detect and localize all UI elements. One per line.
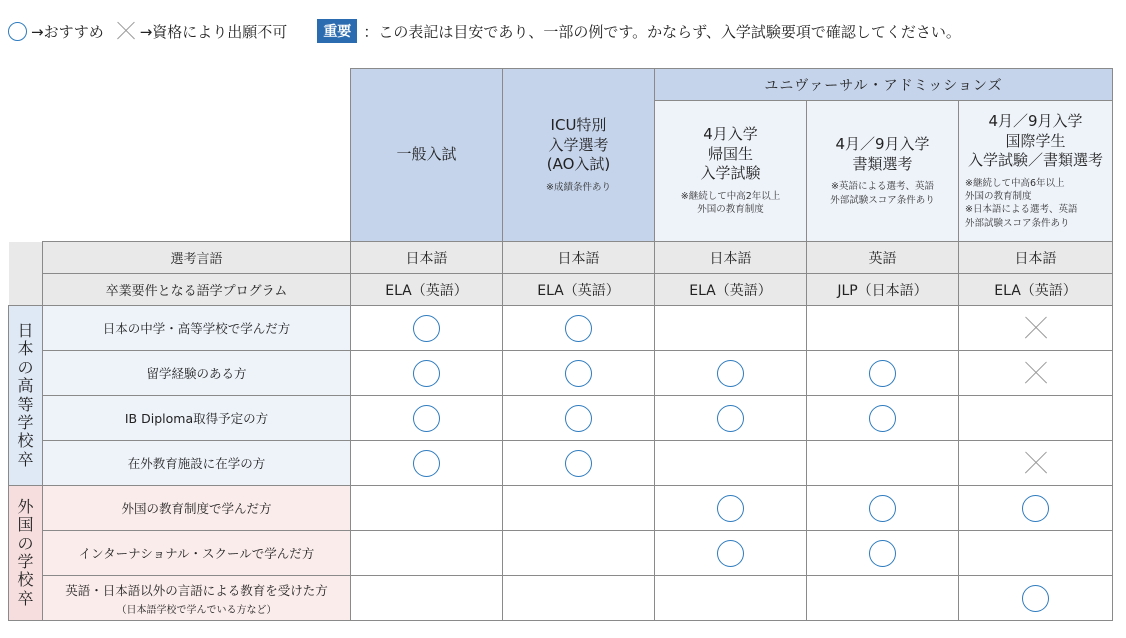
mark-cell <box>807 351 959 396</box>
mark-cell <box>503 441 655 486</box>
circle-icon <box>869 360 896 387</box>
meta-value: 日本語 <box>503 242 655 274</box>
meta-row-label: 選考言語 <box>43 242 351 274</box>
circle-icon <box>1022 495 1049 522</box>
legend <box>8 18 961 44</box>
mark-cell <box>351 396 503 441</box>
circle-icon <box>717 540 744 567</box>
legend-ineligible: →資格により出願不可 <box>139 22 288 41</box>
mark-cell <box>807 441 959 486</box>
group-label-text: 外国の学校卒 <box>17 496 34 608</box>
meta-value: 日本語 <box>959 242 1113 274</box>
mark-cell <box>503 486 655 531</box>
cross-legend-icon <box>116 21 136 41</box>
circle-icon <box>565 405 592 432</box>
circle-icon <box>413 315 440 342</box>
mark-cell <box>959 576 1113 621</box>
meta-value: ELA（英語） <box>655 274 807 306</box>
mark-cell <box>807 486 959 531</box>
mark-cell <box>503 531 655 576</box>
group-label <box>9 486 43 621</box>
mark-cell <box>807 396 959 441</box>
circle-icon <box>413 405 440 432</box>
mark-cell <box>655 531 807 576</box>
meta-value: ELA（英語） <box>503 274 655 306</box>
meta-value: JLP（日本語） <box>807 274 959 306</box>
row-label <box>43 486 351 531</box>
col-header-4 <box>959 101 1113 242</box>
circle-icon <box>717 495 744 522</box>
mark-cell <box>655 396 807 441</box>
col-header-title: 4月／9月入学 国際学生 入学試験／書類選考 <box>968 112 1104 170</box>
col-header-title: ICU特別 入学選考 (AO入試) <box>546 116 611 174</box>
row-label-text: 日本の中学・高等学校で学んだ方 <box>102 321 291 336</box>
circle-icon <box>413 450 440 477</box>
col-header-title: 4月／9月入学 書類選考 <box>835 135 930 173</box>
mark-cell <box>655 351 807 396</box>
mark-cell <box>351 306 503 351</box>
admissions-table <box>8 68 1113 621</box>
mark-cell <box>655 576 807 621</box>
mark-cell <box>807 306 959 351</box>
row-label <box>43 576 351 621</box>
mark-cell <box>959 531 1113 576</box>
meta-value: 英語 <box>807 242 959 274</box>
cross-icon <box>1024 361 1048 385</box>
row-label <box>43 306 351 351</box>
circle-icon <box>1022 585 1049 612</box>
mark-cell <box>351 576 503 621</box>
universal-admissions-header: ユニヴァーサル・アドミッションズ <box>655 69 1113 101</box>
blank-cell <box>9 242 43 274</box>
cross-icon <box>1024 316 1048 340</box>
blank-cell <box>9 274 43 306</box>
mark-cell <box>503 576 655 621</box>
col-header-2 <box>655 101 807 242</box>
col-header-1 <box>503 69 655 242</box>
row-label-text: インターナショナル・スクールで学んだ方 <box>78 546 315 561</box>
group-label <box>9 306 43 486</box>
circle-icon <box>413 360 440 387</box>
meta-value: 日本語 <box>351 242 503 274</box>
blank-corner <box>9 69 351 101</box>
group-label-text: 日本の高等学校卒 <box>17 320 34 469</box>
mark-cell <box>959 306 1113 351</box>
mark-cell <box>655 486 807 531</box>
mark-cell <box>807 531 959 576</box>
mark-cell <box>807 576 959 621</box>
row-label <box>43 351 351 396</box>
mark-cell <box>655 441 807 486</box>
mark-cell <box>351 351 503 396</box>
mark-cell <box>351 441 503 486</box>
circle-legend-icon <box>8 22 27 41</box>
legend-notice: ：この表記は目安であり、一部の例です。かならず、入学試験要項で確認してください。 <box>363 22 961 41</box>
circle-icon <box>717 405 744 432</box>
meta-value: ELA（英語） <box>351 274 503 306</box>
row-label <box>43 441 351 486</box>
mark-cell <box>959 486 1113 531</box>
meta-value: ELA（英語） <box>959 274 1113 306</box>
meta-row-label: 卒業要件となる語学プログラム <box>43 274 351 306</box>
col-header-note: ※成績条件あり <box>546 181 611 193</box>
mark-cell <box>959 441 1113 486</box>
col-header-0 <box>351 69 503 242</box>
circle-icon <box>717 360 744 387</box>
mark-cell <box>503 396 655 441</box>
mark-cell <box>503 306 655 351</box>
blank-corner <box>9 101 351 242</box>
row-label-text: 在外教育施設に在学の方 <box>127 456 266 471</box>
circle-icon <box>869 495 896 522</box>
important-badge: 重要 <box>317 19 357 43</box>
circle-icon <box>565 450 592 477</box>
row-label <box>43 396 351 441</box>
row-label-text: 英語・日本語以外の言語による教育を受けた方 <box>65 582 328 598</box>
mark-cell <box>503 351 655 396</box>
cross-icon <box>1024 451 1048 475</box>
circle-icon <box>565 360 592 387</box>
mark-cell <box>959 396 1113 441</box>
col-header-3 <box>807 101 959 242</box>
row-label <box>43 531 351 576</box>
col-header-note: ※継続して中高2年以上 外国の教育制度 <box>680 190 781 216</box>
circle-icon <box>869 540 896 567</box>
row-label-sub: （日本語学校で学んでいる方など） <box>116 604 277 616</box>
mark-cell <box>351 531 503 576</box>
mark-cell <box>959 351 1113 396</box>
col-header-title: 4月入学 帰国生 入学試験 <box>700 125 761 183</box>
col-header-note: ※継続して中高6年以上 外国の教育制度 ※日本語による選考、英語 外部試験スコア条件あり <box>965 177 1078 229</box>
mark-cell <box>351 486 503 531</box>
col-header-title: 一般入試 <box>396 145 457 164</box>
circle-icon <box>565 315 592 342</box>
mark-cell <box>655 306 807 351</box>
col-header-note: ※英語による選考、英語 外部試験スコア条件あり <box>830 181 935 206</box>
row-label-text: 外国の教育制度で学んだ方 <box>121 501 272 516</box>
legend-recommended: →おすすめ <box>31 22 104 41</box>
row-label-text: IB Diploma取得予定の方 <box>124 411 269 426</box>
circle-icon <box>869 405 896 432</box>
meta-value: 日本語 <box>655 242 807 274</box>
row-label-text: 留学経験のある方 <box>146 366 247 381</box>
